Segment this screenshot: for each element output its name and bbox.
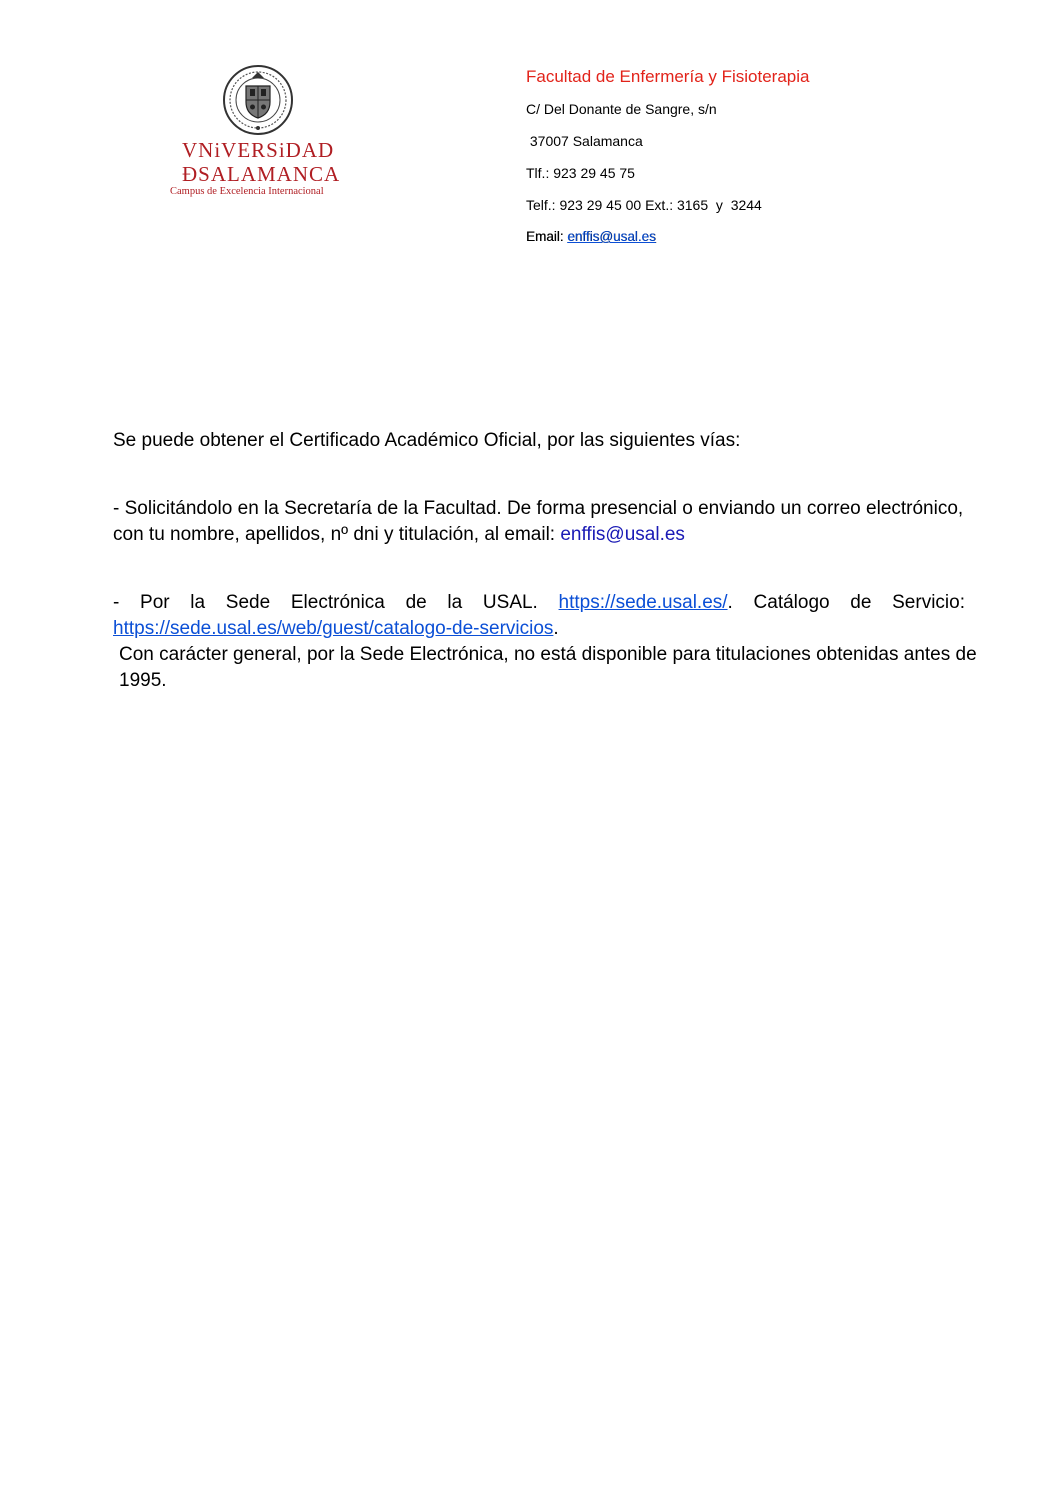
sede-middle: . Catálogo de Servicio:: [727, 592, 965, 613]
contact-block: [526, 66, 1026, 260]
university-seal-icon: [222, 64, 294, 136]
logo-university-line: VNiVERSiDAD: [182, 138, 335, 162]
contact-email-link[interactable]: enffis@usal.es: [567, 229, 656, 244]
address-line: C/ Del Donante de Sangre, s/n: [526, 101, 717, 117]
intro-paragraph: Se puede obtener el Certificado Académico Oficial, por las siguientes vías:: [113, 430, 741, 451]
logo-subtitle: Campus de Excelencia Internacional: [170, 186, 324, 197]
secretaria-email[interactable]: enffis@usal.es: [560, 524, 685, 545]
logo-salamanca-line: ÐSALAMANCA: [182, 162, 341, 186]
sede-suffix: .: [553, 618, 559, 639]
university-logo: [168, 64, 348, 200]
catalogo-link[interactable]: https://sede.usal.es/web/guest/catalogo-de-servicios: [113, 618, 554, 639]
sede-prefix: - Por la Sede Electrónica de la USAL.: [113, 592, 559, 613]
phone2-line: Telf.: 923 29 45 00 Ext.: 3165 y 3244: [526, 197, 762, 213]
email-label: Email:: [526, 229, 568, 244]
city-line: 37007 Salamanca: [526, 133, 643, 149]
main-content: [113, 428, 977, 694]
email-line: [526, 228, 1026, 246]
faculty-name: Facultad de Enfermería y Fisioterapia: [526, 67, 810, 86]
secretaria-paragraph: [113, 496, 965, 548]
secretaria-text: - Solicitándolo en la Secretaría de la Facultad. De forma presencial o enviando un correo electrónico, con tu nombre, apellidos, nº dni y titulación, al email:: [113, 498, 964, 545]
sede-paragraph: [113, 590, 965, 642]
note-paragraph: Con carácter general, por la Sede Electrónica, no está disponible para titulaciones obtenidas antes de 1995.: [119, 644, 977, 691]
phone-line: Tlf.: 923 29 45 75: [526, 165, 635, 181]
sede-link[interactable]: https://sede.usal.es/: [558, 592, 728, 613]
